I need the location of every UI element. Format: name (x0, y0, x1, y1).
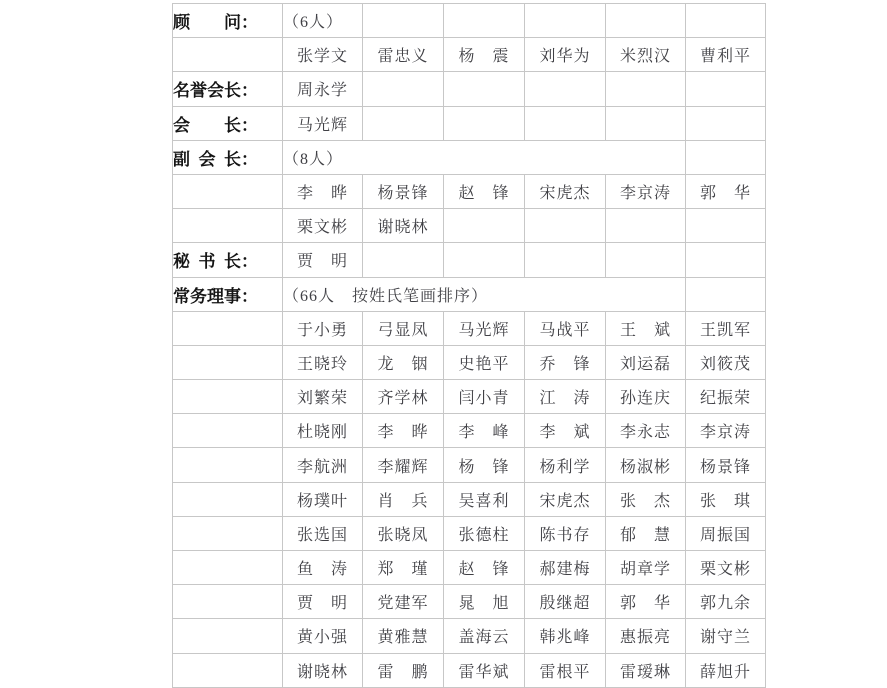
name-cell: 郭 华 (686, 174, 766, 208)
count-cell: （8人） (283, 140, 686, 174)
name-cell: 殷继超 (525, 585, 606, 619)
name-cell: 党建军 (363, 585, 444, 619)
label-empty-cell (173, 619, 283, 653)
name-cell: 宋虎杰 (525, 174, 606, 208)
label-empty-cell (173, 174, 283, 208)
name-cell: 郭 华 (606, 585, 686, 619)
empty-cell (606, 209, 686, 243)
name-cell: 杨淑彬 (606, 448, 686, 482)
table-row (173, 448, 766, 482)
name-cell: 郑 瑾 (363, 551, 444, 585)
name-cell: 赵 锋 (444, 174, 525, 208)
label-empty-cell (173, 380, 283, 414)
name-cell: 弓显凤 (363, 311, 444, 345)
name-cell: 史艳平 (444, 345, 525, 379)
table-row (173, 140, 766, 174)
label-empty-cell (173, 482, 283, 516)
empty-cell (444, 209, 525, 243)
table-row (173, 174, 766, 208)
empty-cell (444, 4, 525, 38)
name-cell: 郝建梅 (525, 551, 606, 585)
empty-cell (686, 243, 766, 277)
name-cell: 乔 锋 (525, 345, 606, 379)
name-cell: 曹利平 (686, 38, 766, 72)
empty-cell (686, 140, 766, 174)
name-cell: 张 琪 (686, 482, 766, 516)
name-cell: 薛旭升 (686, 653, 766, 687)
label-empty-cell (173, 38, 283, 72)
name-cell: 李耀辉 (363, 448, 444, 482)
name-cell: 王 斌 (606, 311, 686, 345)
empty-cell (363, 106, 444, 140)
name-cell: 赵 锋 (444, 551, 525, 585)
name-cell: 栗文彬 (686, 551, 766, 585)
name-cell: 郭九余 (686, 585, 766, 619)
position-label-cell: 顾 问： (173, 4, 283, 38)
name-cell: 于小勇 (283, 311, 363, 345)
name-cell: 张选国 (283, 516, 363, 550)
table-row (173, 4, 766, 38)
name-cell: 马光辉 (283, 106, 363, 140)
label-empty-cell (173, 414, 283, 448)
name-cell: 黄雅慧 (363, 619, 444, 653)
table-row (173, 72, 766, 106)
name-cell: 谢晓林 (283, 653, 363, 687)
empty-cell (525, 209, 606, 243)
name-cell: 王凯军 (686, 311, 766, 345)
name-cell: 李京涛 (606, 174, 686, 208)
position-label-cell: 秘 书 长： (173, 243, 283, 277)
name-cell: 晁 旭 (444, 585, 525, 619)
table-row (173, 380, 766, 414)
name-cell: 马光辉 (444, 311, 525, 345)
table-row (173, 585, 766, 619)
document-page (172, 3, 766, 688)
empty-cell (606, 243, 686, 277)
name-cell: 周振国 (686, 516, 766, 550)
table-row (173, 345, 766, 379)
empty-cell (444, 106, 525, 140)
empty-cell (686, 106, 766, 140)
label-empty-cell (173, 209, 283, 243)
name-cell: 贾 明 (283, 243, 363, 277)
name-cell: 刘筱茂 (686, 345, 766, 379)
name-cell: 李 斌 (525, 414, 606, 448)
name-cell: 杜晓刚 (283, 414, 363, 448)
name-cell: 雷华斌 (444, 653, 525, 687)
name-cell: 李 峰 (444, 414, 525, 448)
label-empty-cell (173, 311, 283, 345)
empty-cell (686, 4, 766, 38)
empty-cell (525, 243, 606, 277)
table-row (173, 243, 766, 277)
table-row (173, 106, 766, 140)
table-row (173, 38, 766, 72)
label-empty-cell (173, 516, 283, 550)
name-cell: 陈书存 (525, 516, 606, 550)
name-cell: 盖海云 (444, 619, 525, 653)
table-row (173, 653, 766, 687)
empty-cell (444, 243, 525, 277)
table-row (173, 482, 766, 516)
name-cell: 惠振亮 (606, 619, 686, 653)
name-cell: 张 杰 (606, 482, 686, 516)
name-cell: 韩兆峰 (525, 619, 606, 653)
name-cell: 纪振荣 (686, 380, 766, 414)
name-cell: 杨景锋 (686, 448, 766, 482)
count-cell: （6人） (283, 4, 363, 38)
label-empty-cell (173, 448, 283, 482)
name-cell: 鱼 涛 (283, 551, 363, 585)
name-cell: 李 晔 (363, 414, 444, 448)
name-cell: 李航洲 (283, 448, 363, 482)
empty-cell (686, 72, 766, 106)
empty-cell (363, 243, 444, 277)
label-empty-cell (173, 345, 283, 379)
name-cell: 郁 慧 (606, 516, 686, 550)
name-cell: 张晓凤 (363, 516, 444, 550)
empty-cell (606, 106, 686, 140)
label-empty-cell (173, 653, 283, 687)
name-cell: 杨景锋 (363, 174, 444, 208)
label-empty-cell (173, 585, 283, 619)
empty-cell (363, 72, 444, 106)
name-cell: 杨 锋 (444, 448, 525, 482)
table-row (173, 516, 766, 550)
name-cell: 江 涛 (525, 380, 606, 414)
table-row (173, 619, 766, 653)
name-cell: 龙 铟 (363, 345, 444, 379)
name-cell: 闫小青 (444, 380, 525, 414)
name-cell: 雷瑷琳 (606, 653, 686, 687)
label-empty-cell (173, 551, 283, 585)
name-cell: 马战平 (525, 311, 606, 345)
position-label-cell: 名誉会长： (173, 72, 283, 106)
name-cell: 贾 明 (283, 585, 363, 619)
name-cell: 雷根平 (525, 653, 606, 687)
table-row (173, 414, 766, 448)
name-cell: 栗文彬 (283, 209, 363, 243)
table-row (173, 277, 766, 311)
empty-cell (686, 209, 766, 243)
name-cell: 肖 兵 (363, 482, 444, 516)
name-cell: 张学文 (283, 38, 363, 72)
name-cell: 孙连庆 (606, 380, 686, 414)
empty-cell (686, 277, 766, 311)
name-cell: 周永学 (283, 72, 363, 106)
table-row (173, 209, 766, 243)
name-cell: 王晓玲 (283, 345, 363, 379)
name-cell: 杨璞叶 (283, 482, 363, 516)
position-label-cell: 副 会 长： (173, 140, 283, 174)
name-cell: 胡章学 (606, 551, 686, 585)
count-cell: （66人 按姓氏笔画排序） (283, 277, 686, 311)
empty-cell (363, 4, 444, 38)
name-cell: 齐学林 (363, 380, 444, 414)
name-cell: 李京涛 (686, 414, 766, 448)
name-cell: 刘华为 (525, 38, 606, 72)
name-cell: 李 晔 (283, 174, 363, 208)
officers-table (172, 3, 766, 688)
name-cell: 吴喜利 (444, 482, 525, 516)
name-cell: 谢晓林 (363, 209, 444, 243)
empty-cell (525, 72, 606, 106)
position-label-cell: 常务理事： (173, 277, 283, 311)
table-row (173, 551, 766, 585)
name-cell: 谢守兰 (686, 619, 766, 653)
name-cell: 雷忠义 (363, 38, 444, 72)
name-cell: 米烈汉 (606, 38, 686, 72)
name-cell: 宋虎杰 (525, 482, 606, 516)
name-cell: 张德柱 (444, 516, 525, 550)
empty-cell (444, 72, 525, 106)
name-cell: 刘繁荣 (283, 380, 363, 414)
name-cell: 杨利学 (525, 448, 606, 482)
name-cell: 李永志 (606, 414, 686, 448)
position-label-cell: 会 长： (173, 106, 283, 140)
empty-cell (606, 4, 686, 38)
name-cell: 黄小强 (283, 619, 363, 653)
name-cell: 雷 鹏 (363, 653, 444, 687)
name-cell: 杨 震 (444, 38, 525, 72)
empty-cell (606, 72, 686, 106)
name-cell: 刘运磊 (606, 345, 686, 379)
empty-cell (525, 4, 606, 38)
table-row (173, 311, 766, 345)
empty-cell (525, 106, 606, 140)
